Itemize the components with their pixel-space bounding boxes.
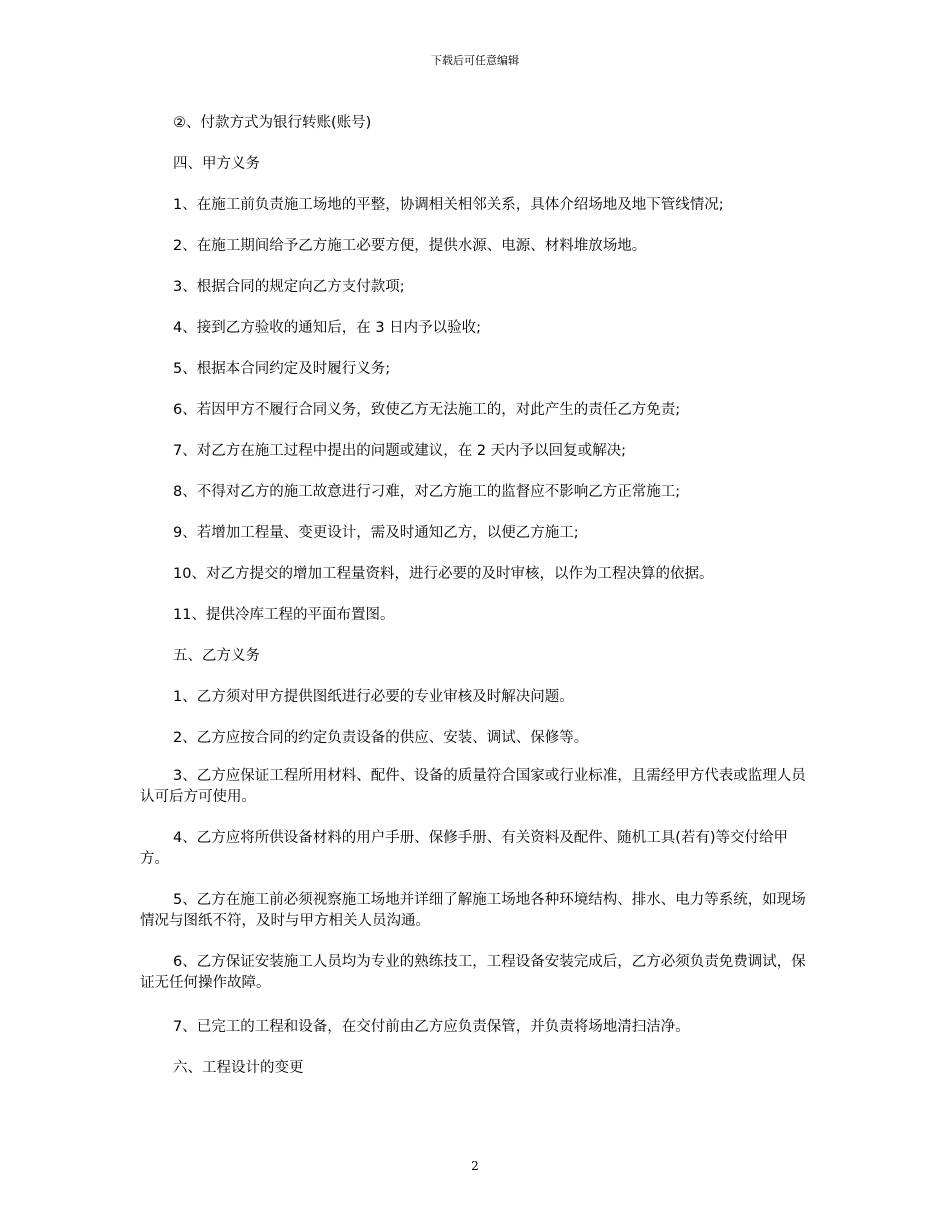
list-item: 4、接到乙方验收的通知后，在 3 日内予以验收; [173, 320, 482, 336]
list-item: 9、若增加工程量、变更设计，需及时通知乙方，以便乙方施工; [173, 525, 579, 541]
list-item: 5、根据本合同约定及时履行义务; [173, 361, 391, 377]
list-item: 7、对乙方在施工过程中提出的问题或建议，在 2 天内予以回复或解决; [173, 443, 627, 459]
list-item: 3、根据合同的规定向乙方支付款项; [173, 279, 405, 295]
section-heading-party-b-obligations: 五、乙方义务 [173, 648, 260, 664]
list-item: 6、乙方保证安装施工人员均为专业的熟练技工，工程设备安装完成后，乙方必须负责免费调试，保证无任何操作故障。 [140, 954, 806, 991]
list-item: 1、在施工前负责施工场地的平整，协调相关相邻关系，具体介绍场地及地下管线情况; [173, 197, 724, 213]
list-item: 1、乙方须对甲方提供图纸进行必要的专业审核及时解决问题。 [173, 689, 574, 705]
paragraph-payment-method: ②、付款方式为银行转账(账号) [173, 115, 372, 131]
list-item: 2、乙方应按合同的约定负责设备的供应、安装、调试、保修等。 [173, 730, 589, 746]
list-item: 10、对乙方提交的增加工程量资料，进行必要的及时审核，以作为工程决算的依据。 [173, 566, 714, 582]
list-item: 5、乙方在施工前必须视察施工场地并详细了解施工场地各种环境结构、排水、电力等系统，如现场情况与图纸不符，及时与甲方相关人员沟通。 [140, 892, 806, 929]
list-item: 8、不得对乙方的施工故意进行刁难，对乙方施工的监督应不影响乙方正常施工; [173, 484, 681, 500]
section-heading-design-changes: 六、工程设计的变更 [173, 1060, 304, 1076]
list-item: 7、已完工的工程和设备，在交付前由乙方应负责保管，并负责将场地清扫洁净。 [173, 1019, 690, 1035]
document-body [140, 110, 808, 1096]
list-item: 6、若因甲方不履行合同义务，致使乙方无法施工的，对此产生的责任乙方免责; [173, 402, 681, 418]
section-heading-party-a-obligations: 四、甲方义务 [173, 156, 260, 172]
list-item: 3、乙方应保证工程所用材料、配件、设备的质量符合国家或行业标准，且需经甲方代表或监理人员认可后方可使用。 [140, 768, 806, 805]
page-number: 2 [471, 1159, 479, 1173]
list-item: 4、乙方应将所供设备材料的用户手册、保修手册、有关资料及配件、随机工具(若有)等交付给甲方。 [140, 830, 789, 867]
page-header: 下载后可任意编辑 [431, 54, 519, 67]
list-item: 11、提供冷库工程的平面布置图。 [173, 607, 395, 623]
list-item: 2、在施工期间给予乙方施工必要方便，提供水源、电源、材料堆放场地。 [173, 238, 647, 254]
